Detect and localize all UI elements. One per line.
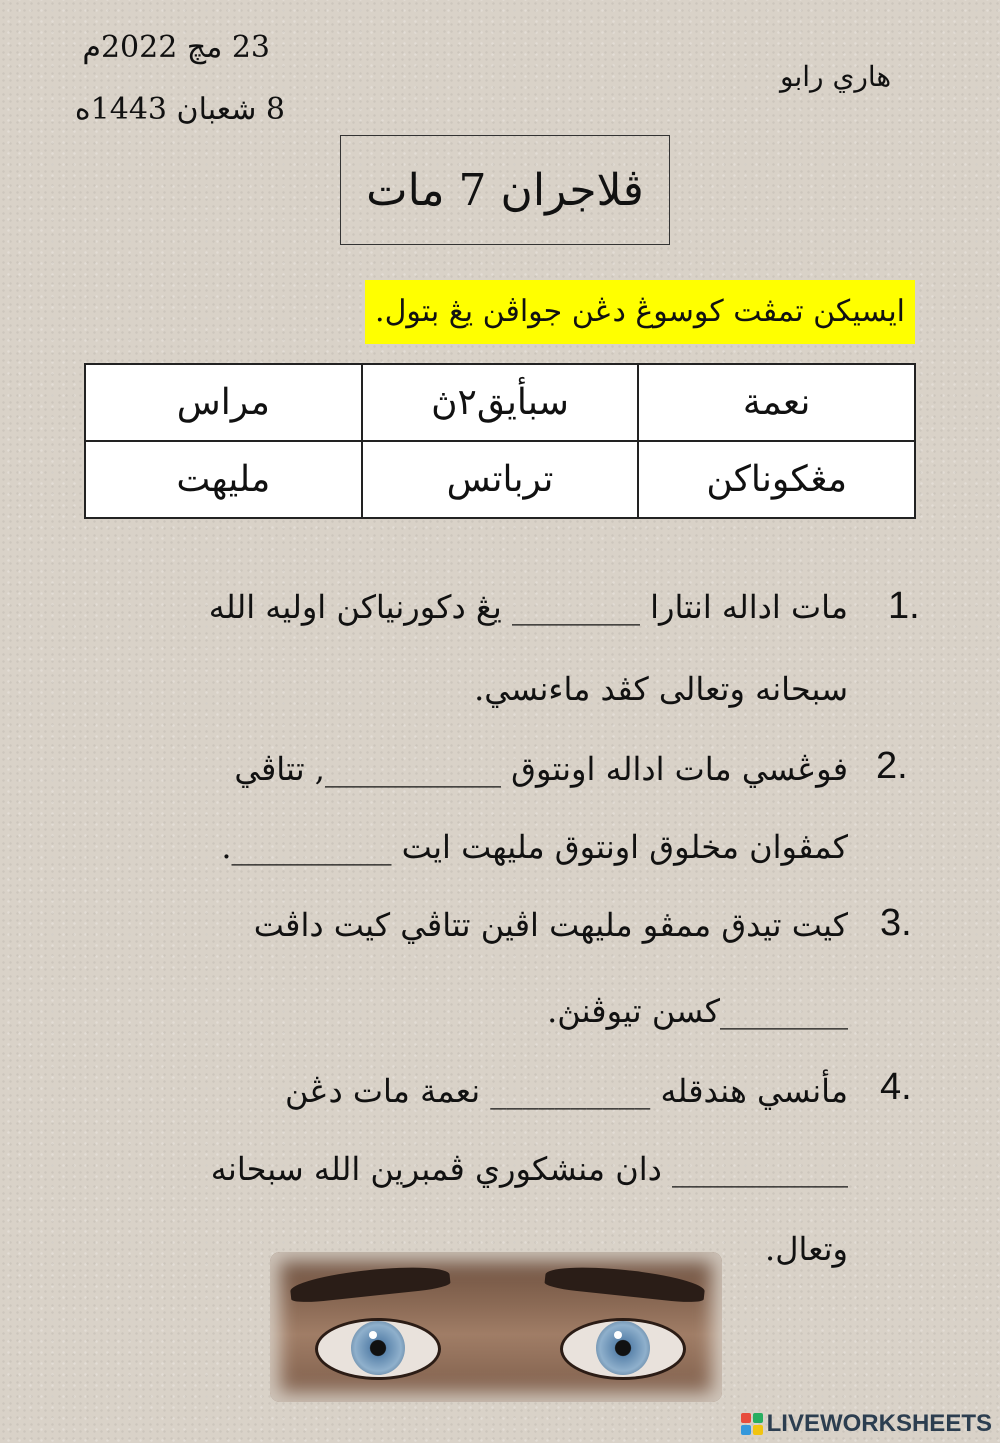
hijri-date: 8 شعبان 1443ه — [74, 92, 285, 127]
left-eyebrow — [289, 1262, 451, 1305]
question-line: سبحانه وتعالى كڤد ماءنسي. — [474, 670, 848, 708]
table-row — [85, 441, 915, 518]
question-line: كيت تيدق ممڤو مليهت اڤين تتاڤي كيت داڤت — [253, 906, 848, 944]
lesson-title — [340, 135, 670, 245]
question-line: كمڤوان مخلوق اونتوق مليهت ايت __________. — [221, 828, 848, 866]
gregorian-date: 23 مچ 2022م — [82, 30, 270, 65]
right-eyebrow — [544, 1262, 706, 1305]
liveworksheets-mark-icon — [741, 1413, 763, 1435]
word-bank-table — [84, 363, 916, 519]
left-eye — [315, 1318, 441, 1380]
question-line: فوڠسي مات اداله اونتوق ___________, تتاڤي — [234, 750, 848, 788]
liveworksheets-logo — [741, 1410, 992, 1438]
word-cell: ترباتس — [362, 441, 639, 518]
logo-text: LIVEWORKSHEETS — [766, 1410, 992, 1437]
table-row — [85, 364, 915, 441]
question-number: 3. — [880, 902, 912, 944]
lesson-title-text: ڤلاجران 7 مات — [366, 164, 644, 216]
question-number: 1. — [888, 585, 920, 627]
question-line: وتعال. — [765, 1230, 848, 1268]
instruction-text: ايسيكن تمڤت كوسوڠ دڠن جواڤن يڠ بتول. — [365, 280, 915, 344]
word-cell: نعمة — [638, 364, 915, 441]
question-number: 4. — [880, 1066, 912, 1108]
word-cell: مڠكوناكن — [638, 441, 915, 518]
word-cell: مليهت — [85, 441, 362, 518]
eyes-image — [270, 1252, 722, 1402]
question-line: ________كسن تيوڤنڽ. — [547, 992, 848, 1030]
day-name: هاري رابو — [780, 60, 892, 93]
question-number: 2. — [876, 745, 908, 787]
question-line: ___________ دان منشكوري ڤمبرين الله سبحانه — [210, 1150, 848, 1188]
word-cell: سبأيق٢ڽ — [362, 364, 639, 441]
question-line: مأنسي هندقله __________ نعمة مات دڠن — [285, 1072, 848, 1110]
right-eye — [560, 1318, 686, 1380]
question-line: مات اداله انتارا ________ يڠ دكورنياكن اوليه الله — [208, 588, 848, 626]
word-cell: مراس — [85, 364, 362, 441]
